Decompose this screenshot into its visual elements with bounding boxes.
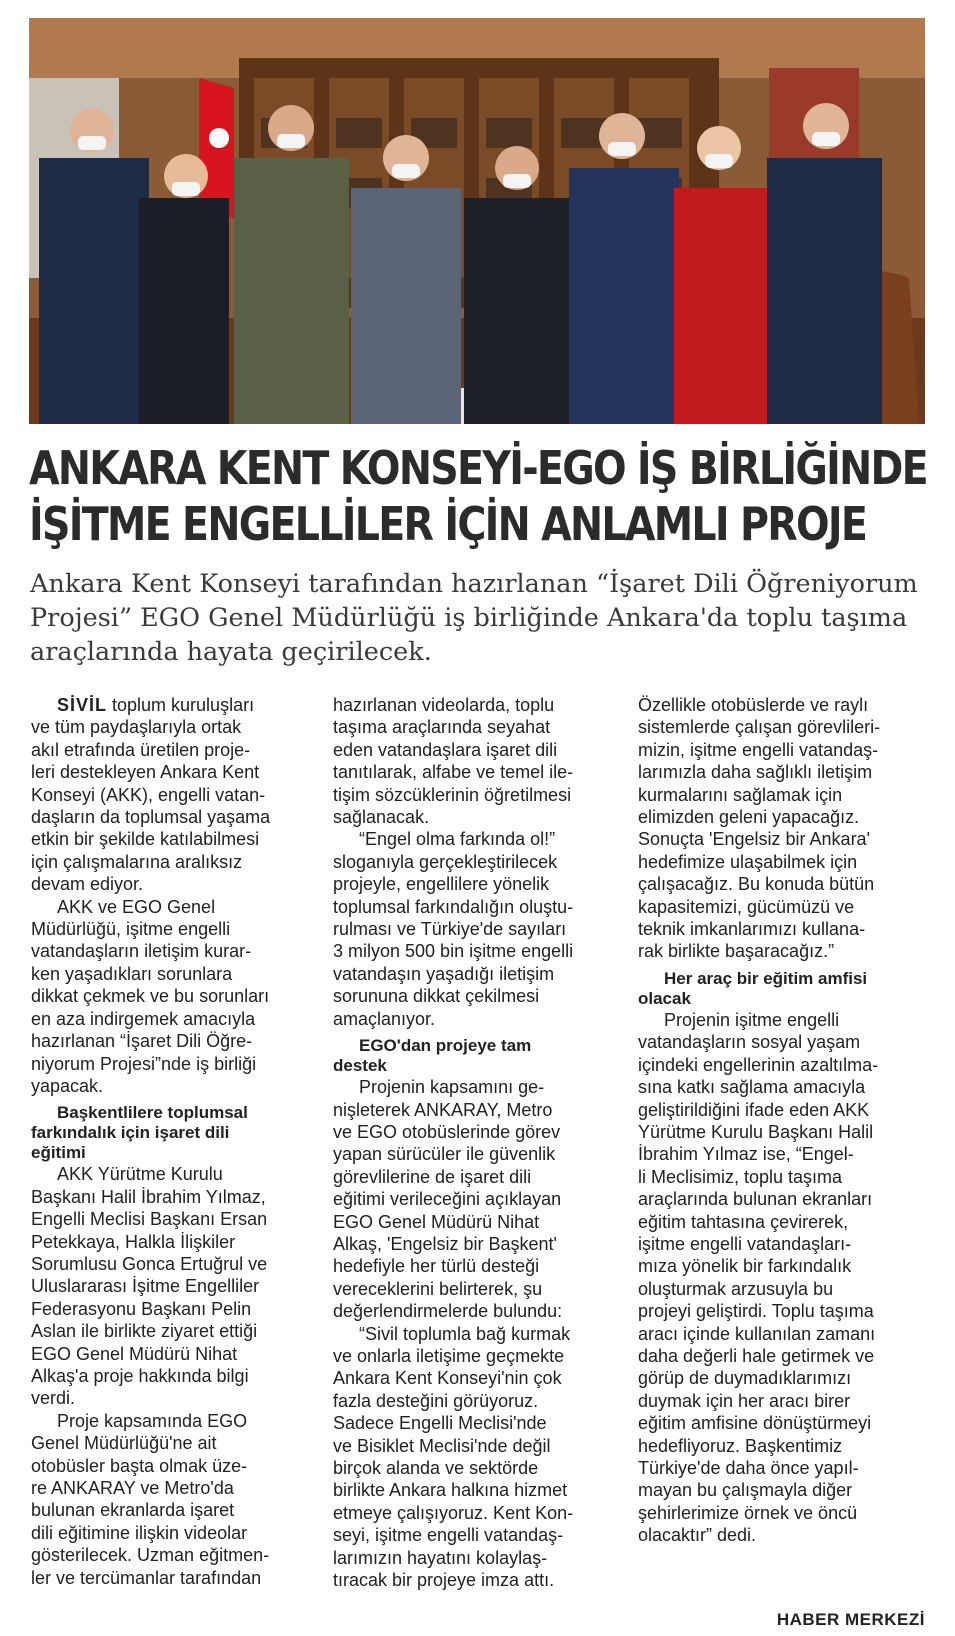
paragraph: [333, 1076, 605, 1322]
byline: HABER MERKEZİ: [776, 1610, 925, 1629]
paragraph: [31, 716, 309, 895]
body-line: Yürütme Kurulu Başkanı Halil: [638, 1121, 874, 1142]
body-line: değerlendirmelerde bulundu:: [333, 1301, 563, 1322]
body-line: sorununa dikkat çekilmesi: [333, 986, 540, 1007]
body-line: birçok alanda ve sektörde: [333, 1458, 539, 1478]
body-line: verdi.: [31, 1388, 76, 1409]
paragraph: [638, 1009, 918, 1547]
subheading-line: farkındalık için işaret dili: [31, 1123, 230, 1143]
subheading: [333, 1036, 605, 1076]
body-line: fazla desteğini görüyoruz.: [333, 1390, 539, 1411]
body-line: hedefliyoruz. Başkentimiz: [638, 1435, 843, 1456]
body-line: oluşturmak arzusuyla bu: [638, 1278, 834, 1299]
body-line: sloganıyla gerçekleştirilecek: [333, 851, 558, 872]
body-line: taşıma araçlarında seyahat: [333, 717, 551, 738]
body-line: eğitim amfisine dönüştürmeyi: [638, 1413, 872, 1434]
body-line: Sadece Engelli Meclisi'nde: [333, 1413, 547, 1434]
lead-line: Ankara Kent Konseyi tarafından hazırlanan “İşaret Dili Öğreniyorum: [30, 569, 918, 599]
body-line: ve onlarla iletişime geçmekte: [333, 1345, 565, 1366]
body-line: “Engel olma farkında ol!”: [359, 829, 556, 850]
body-line: Petekkaya, Halkla İlişkiler: [31, 1231, 236, 1252]
body-line: görevlilerine de işaret dili: [333, 1166, 532, 1187]
body-line: dili eğitimine ilişkin videolar: [31, 1522, 248, 1543]
paragraph: [31, 1410, 309, 1589]
body-line: [31, 694, 309, 716]
body-line: görüp de duymadıklarımızı: [638, 1368, 852, 1389]
body-line: duymak için her aracı birer: [638, 1390, 851, 1411]
body-line: mıza yönelik bir farkındalık: [638, 1256, 852, 1277]
lead-line: araçlarında hayata geçirilecek.: [30, 637, 432, 667]
body-line: amaçlanıyor.: [333, 1008, 436, 1029]
subheading-line: EGO'dan projeye tam: [359, 1036, 532, 1056]
opening-rest: toplum kuruluşları: [107, 695, 255, 715]
body-line: tanıtılarak, alfabe ve temel ile-: [333, 762, 574, 783]
paragraph: [31, 896, 309, 1098]
body-line: rulması ve Türkiye'de sayıları: [333, 919, 567, 940]
body-line: li Meclisimiz, toplu taşıma: [638, 1166, 843, 1187]
body-line: eden vatandaşlara işaret dili: [333, 739, 558, 760]
body-line: mizin, işitme engelli vatandaş-: [638, 739, 879, 760]
body-line: İbrahim Yılmaz ise, “Engel-: [638, 1144, 854, 1165]
subheading-line: olacak: [638, 988, 691, 1008]
body-line: Federasyonu Başkanı Pelin: [31, 1298, 252, 1319]
body-line: AKK ve EGO Genel: [57, 896, 216, 917]
body-line: sağlanacak.: [333, 807, 430, 828]
body-line: Müdürlüğü, işitme engelli: [31, 919, 231, 940]
paragraph: [333, 828, 605, 1030]
body-line: akıl etrafında üretilen proje-: [31, 739, 251, 760]
body-line: 3 milyon 500 bin işitme engelli: [333, 941, 574, 962]
body-line: Genel Müdürlüğü'ne ait: [31, 1433, 217, 1454]
body-line: etmeye çalışıyoruz. Kent Kon-: [333, 1502, 574, 1523]
opening-word: SİVİL: [57, 695, 108, 715]
subheading: [31, 1103, 309, 1163]
body-line: Aslan ile birlikte ziyaret ettiği: [31, 1321, 258, 1342]
body-line: tişim sözcüklerinin öğretilmesi: [333, 784, 572, 805]
body-line: vatandaşların sosyal yaşam: [638, 1032, 861, 1053]
headline-line: ANKARA KENT KONSEYİ-EGO İŞ BİRLİĞİNDE: [29, 441, 927, 495]
body-line: sistemlerde çalışan görevlileri-: [638, 717, 881, 738]
article-column-3: [638, 694, 918, 1547]
body-line: içindeki engellerinin azaltılma-: [638, 1054, 879, 1075]
body-line: larımızla daha sağlıklı iletişim: [638, 762, 873, 783]
body-line: için çalışmalarına aralıksız: [31, 851, 243, 872]
body-line: hedefiyle her türlü desteği: [333, 1256, 540, 1277]
body-line: ve tüm paydaşlarıyla ortak: [31, 717, 242, 738]
body-line: otobüsler başta olmak üze-: [31, 1455, 248, 1476]
paragraph: [333, 694, 605, 828]
body-line: toplumsal farkındalığın oluştu-: [333, 896, 574, 917]
body-line: vatandaşların iletişim kurar-: [31, 941, 252, 962]
body-line: elimizden geleni yapacağız.: [638, 807, 860, 828]
body-line: dikkat çekmek ve bu sorunları: [31, 986, 270, 1007]
subheading-line: Her araç bir eğitim amfisi: [664, 968, 868, 988]
body-line: olacaktır” dedi.: [638, 1525, 757, 1546]
body-line: aracı içinde kullanılan zamanı: [638, 1323, 876, 1344]
news-photo: [29, 18, 925, 424]
body-line: çalışacağız. Bu konuda bütün: [638, 874, 875, 895]
body-line: eğitimi verileceğini açıklayan: [333, 1189, 562, 1210]
body-line: “Sivil toplumla bağ kurmak: [359, 1323, 571, 1344]
body-line: leri destekleyen Ankara Kent: [31, 762, 260, 783]
body-line: Projenin işitme engelli: [664, 1009, 840, 1030]
body-line: projeyi geliştirdi. Toplu taşıma: [638, 1301, 874, 1322]
body-line: AKK Yürütme Kurulu: [57, 1164, 223, 1185]
body-line: vereceklerini belirterek, şu: [333, 1278, 543, 1299]
subheading-line: eğitimi: [31, 1143, 86, 1163]
body-line: Engelli Meclisi Başkanı Ersan: [31, 1209, 268, 1230]
body-line: hazırlanan videolarda, toplu: [333, 695, 555, 715]
group-photo-icon: [29, 18, 925, 424]
body-line: hedefimize ulaşabilmek için: [638, 851, 858, 872]
body-line: Sorumlusu Gonca Ertuğrul ve: [31, 1253, 268, 1274]
body-line: Başkanı Halil İbrahim Yılmaz,: [31, 1186, 266, 1207]
body-line: Özellikle otobüslerde ve raylı: [638, 695, 869, 715]
body-line: Projenin kapsamını ge-: [359, 1077, 545, 1098]
body-line: Ankara Kent Konseyi'nin çok: [333, 1368, 562, 1389]
body-line: EGO Genel Müdürü Nihat: [31, 1343, 238, 1364]
body-line: mayan bu çalışmayla diğer: [638, 1480, 853, 1501]
headline: [29, 440, 927, 552]
body-line: devam ediyor.: [31, 874, 144, 895]
body-line: niyorum Projesi”nde iş birliği: [31, 1053, 257, 1074]
body-line: Alkaş'a proje hakkında bilgi: [31, 1365, 249, 1386]
body-line: Uluslararası İşitme Engelliler: [31, 1276, 260, 1297]
body-line: EGO Genel Müdürü Nihat: [333, 1211, 540, 1232]
paragraph: [333, 1323, 605, 1592]
body-line: ler ve tercümanlar tarafından: [31, 1567, 262, 1588]
body-line: ken yaşadıkları sorunlara: [31, 963, 233, 984]
subheading-line: Başkentlilere toplumsal: [57, 1103, 248, 1123]
body-line: etkin bir şekilde katılabilmesi: [31, 829, 260, 850]
subheading-line: destek: [333, 1056, 387, 1076]
body-line: Sonuçta 'Engelsiz bir Ankara': [638, 829, 871, 850]
body-line: projeyle, engellilere yönelik: [333, 874, 550, 895]
lead-paragraph: [30, 567, 935, 669]
body-line: şehirlerimize örnek ve öncü: [638, 1502, 858, 1523]
lead-line: Projesi” EGO Genel Müdürlüğü iş birliğinde Ankara'da toplu taşıma: [30, 603, 908, 633]
article-column-2: [333, 694, 605, 1591]
body-line: vatandaşın yaşadığı iletişim: [333, 963, 555, 984]
paragraph: [638, 694, 918, 963]
body-line: Konseyi (AKK), engelli vatan-: [31, 784, 266, 805]
body-line: teknik imkanlarımızı kullana-: [638, 919, 866, 940]
body-line: larımızın hayatını kolaylaş-: [333, 1547, 548, 1568]
body-line: kapasitemizi, gücümüzü ve: [638, 896, 855, 917]
body-line: daha değerli hale getirmek ve: [638, 1345, 875, 1366]
body-line: yapacak.: [31, 1075, 104, 1096]
body-line: birlikte Ankara halkına hizmet: [333, 1480, 568, 1501]
body-line: daşların da toplumsal yaşama: [31, 807, 271, 828]
body-line: seyi, işitme engelli vatandaş-: [333, 1525, 564, 1546]
body-line: en aza indirgemek amacıyla: [31, 1008, 256, 1029]
body-line: Alkaş, 'Engelsiz bir Başkent': [333, 1233, 557, 1254]
body-line: eğitim tahtasına çevirerek,: [638, 1211, 849, 1232]
body-line: Türkiye'de daha önce yapıl-: [638, 1458, 859, 1478]
body-line: kurmalarını sağlamak için: [638, 784, 843, 805]
paragraph: [31, 1163, 309, 1409]
body-line: bulunan ekranlarda işaret: [31, 1500, 235, 1521]
body-line: ve Bisiklet Meclisi'nde değil: [333, 1435, 551, 1456]
subheading: [638, 969, 918, 1009]
body-line: araçlarında bulunan ekranları: [638, 1189, 873, 1210]
headline-line: İŞİTME ENGELLİLER İÇİN ANLAMLI PROJE: [29, 497, 867, 551]
body-line: ve EGO otobüslerinde görev: [333, 1121, 561, 1142]
body-line: yapan sürücüler ile güvenlik: [333, 1144, 556, 1165]
body-line: Proje kapsamında EGO: [57, 1410, 248, 1431]
article-column-1: [31, 694, 309, 1589]
body-line: gösterilecek. Uzman eğitmen-: [31, 1545, 270, 1566]
body-line: tıracak bir projeye imza attı.: [333, 1570, 555, 1591]
body-line: nişleterek ANKARAY, Metro: [333, 1099, 553, 1120]
body-line: işitme engelli vatandaşları-: [638, 1233, 852, 1254]
body-line: re ANKARAY ve Metro'da: [31, 1478, 234, 1498]
body-line: geliştirildiğini ifade eden AKK: [638, 1099, 870, 1120]
body-line: rak birlikte başaracağız.”: [638, 941, 835, 962]
body-line: hazırlanan “İşaret Dili Öğre-: [31, 1031, 253, 1052]
body-line: sına katkı sağlama amacıyla: [638, 1077, 866, 1098]
